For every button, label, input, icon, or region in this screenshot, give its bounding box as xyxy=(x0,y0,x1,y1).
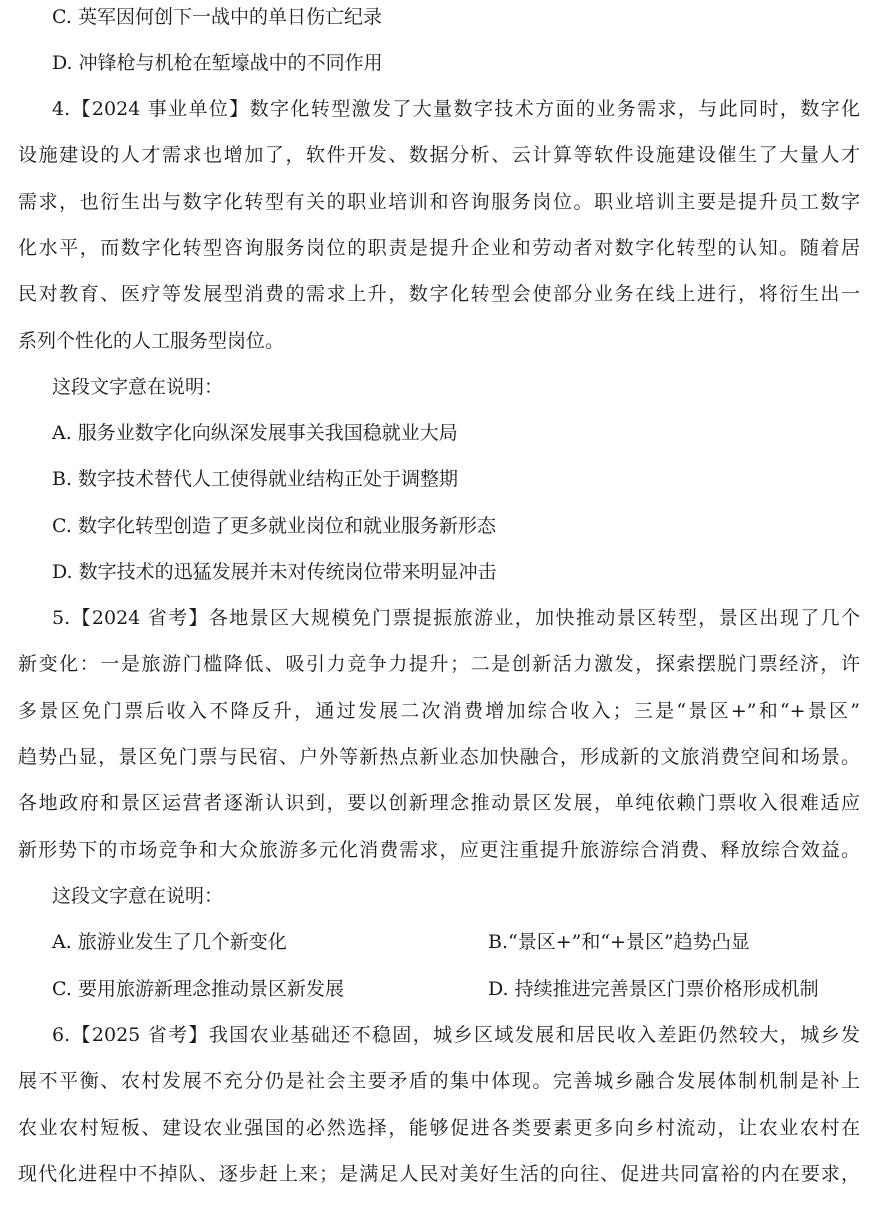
q4-line-6: 系列个性化的人工服务型岗位。 xyxy=(18,330,285,352)
q4-line-5: 民对教育、医疗等发展型消费的需求上升，数字化转型会使部分业务在线上进行，将衍生出一 xyxy=(18,283,860,305)
q3-option-c: C. 英军因何创下一战中的单日伤亡纪录 xyxy=(52,6,382,28)
q6-line-2: 展不平衡、农村发展不充分仍是社会主要矛盾的集中体现。完善城乡融合发展体制机制是补上 xyxy=(18,1070,860,1092)
q6-line-3: 农业农村短板、建设农业强国的必然选择，能够促进各类要素更多向乡村流动，让农业农村在 xyxy=(18,1117,860,1139)
q4-prompt: 这段文字意在说明： xyxy=(52,376,224,398)
q4-option-a: A. 服务业数字化向纵深发展事关我国稳就业大局 xyxy=(52,422,458,444)
q4-line-4: 化水平，而数字化转型咨询服务岗位的职责是提升企业和劳动者对数字化转型的认知。随着居 xyxy=(18,237,860,259)
q4-option-b: B. 数字技术替代人工使得就业结构正处于调整期 xyxy=(52,468,459,490)
q4-option-c: C. 数字化转型创造了更多就业岗位和就业服务新形态 xyxy=(52,515,496,537)
q5-line-6: 新形势下的市场竞争和大众旅游多元化消费需求，应更注重提升旅游综合消费、释放综合效益。 xyxy=(18,839,860,861)
q5-line-2: 新变化：一是旅游门槛降低、吸引力竞争力提升；二是创新活力激发，探索摆脱门票经济，许 xyxy=(18,653,860,675)
q5-option-d: D. 持续推进完善景区门票价格形成机制 xyxy=(488,978,819,1000)
q5-option-a: A. 旅游业发生了几个新变化 xyxy=(52,931,287,953)
q5-option-c: C. 要用旅游新理念推动景区新发展 xyxy=(52,978,344,1000)
q5-line-3: 多景区免门票后收入不降反升，通过发展二次消费增加综合收入；三是“景区+”和“+景区” xyxy=(18,700,860,722)
q5-line-1: 5.【2024 省考】各地景区大规模免门票提振旅游业，加快推动景区转型，景区出现了几个 xyxy=(52,607,860,629)
q6-line-1: 6.【2025 省考】我国农业基础还不稳固，城乡区域发展和居民收入差距仍然较大，城乡发 xyxy=(52,1024,860,1046)
q4-line-2: 设施建设的人才需求也增加了，软件开发、数据分析、云计算等软件设施建设催生了大量人才 xyxy=(18,144,860,166)
q6-line-4: 现代化进程中不掉队、逐步赶上来；是满足人民对美好生活的向往、促进共同富裕的内在要求， xyxy=(18,1163,860,1185)
q5-line-5: 各地政府和景区运营者逐渐认识到，要以创新理念推动景区发展，单纯依赖门票收入很难适应 xyxy=(18,792,860,814)
q5-prompt: 这段文字意在说明： xyxy=(52,885,224,907)
q4-line-1: 4.【2024 事业单位】数字化转型激发了大量数字技术方面的业务需求，与此同时，数字化 xyxy=(52,98,860,120)
q5-option-b: B.“景区+”和“+景区”趋势凸显 xyxy=(488,931,750,953)
q3-option-d: D. 冲锋枪与机枪在堑壕战中的不同作用 xyxy=(52,52,383,74)
q4-option-d: D. 数字技术的迅猛发展并未对传统岗位带来明显冲击 xyxy=(52,561,497,583)
q5-line-4: 趋势凸显，景区免门票与民宿、户外等新热点新业态加快融合，形成新的文旅消费空间和场景。 xyxy=(18,746,860,768)
q4-line-3: 需求，也衍生出与数字化转型有关的职业培训和咨询服务岗位。职业培训主要是提升员工数字 xyxy=(18,191,860,213)
